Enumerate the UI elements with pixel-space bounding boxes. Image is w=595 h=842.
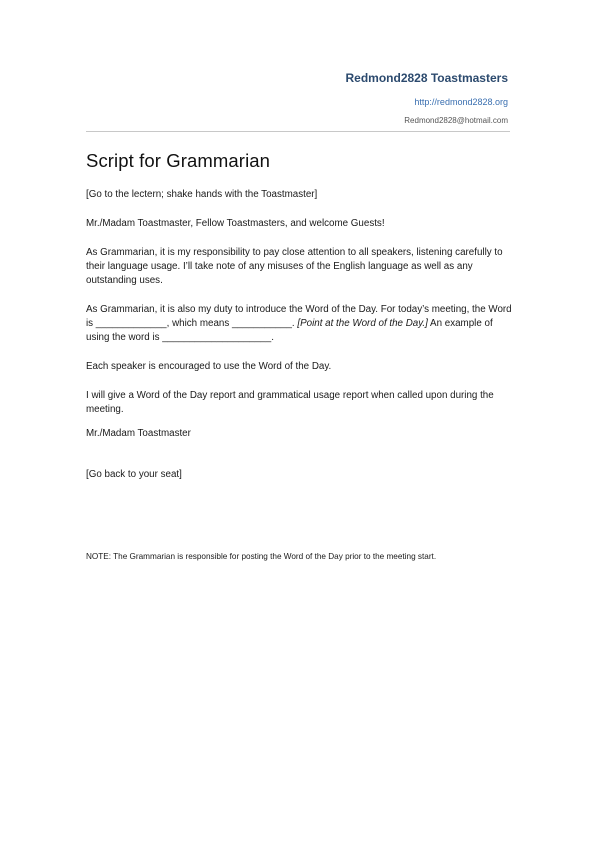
greeting-paragraph: Mr./Madam Toastmaster, Fellow Toastmasters, and welcome Guests! xyxy=(86,218,385,229)
footer-note: NOTE: The Grammarian is responsible for posting the Word of the Day prior to the meeting start. xyxy=(86,552,437,561)
stage-direction-intro: [Go to the lectern; shake hands with the Toastmaster] xyxy=(86,189,318,200)
document-title: Script for Grammarian xyxy=(86,150,271,171)
stage-direction-exit: [Go back to your seat] xyxy=(86,469,182,480)
responsibility-paragraph: As Grammarian, it is my responsibility to pay close attention to all speakers, listening carefully to their language usage. I’ll take note of any misuses of the English language as well as any outstanding uses. xyxy=(86,247,503,286)
encourage-paragraph: Each speaker is encouraged to use the Word of the Day. xyxy=(86,361,332,372)
report-paragraph: I will give a Word of the Day report and grammatical usage report when called upon during the meeting. xyxy=(86,390,494,415)
document-header xyxy=(86,70,508,127)
word-of-day-text-1: As Grammarian, it is also my duty to introduce the Word of the Day. For today’s meeting, the Word is _____________, which means ___________. xyxy=(86,304,512,329)
organization-url-link[interactable]: http://redmond2828.org xyxy=(414,97,508,107)
closing-address: Mr./Madam Toastmaster xyxy=(86,428,191,439)
word-of-day-paragraph xyxy=(86,303,514,345)
header-divider xyxy=(86,131,510,132)
organization-email: Redmond2828@hotmail.com xyxy=(404,116,508,125)
word-of-day-stage-direction: [Point at the Word of the Day.] xyxy=(297,318,428,329)
script-body xyxy=(86,188,514,482)
word-of-day-text-2: An example of using the word is ____________________. xyxy=(86,318,493,343)
organization-name: Redmond2828 Toastmasters xyxy=(345,71,508,85)
